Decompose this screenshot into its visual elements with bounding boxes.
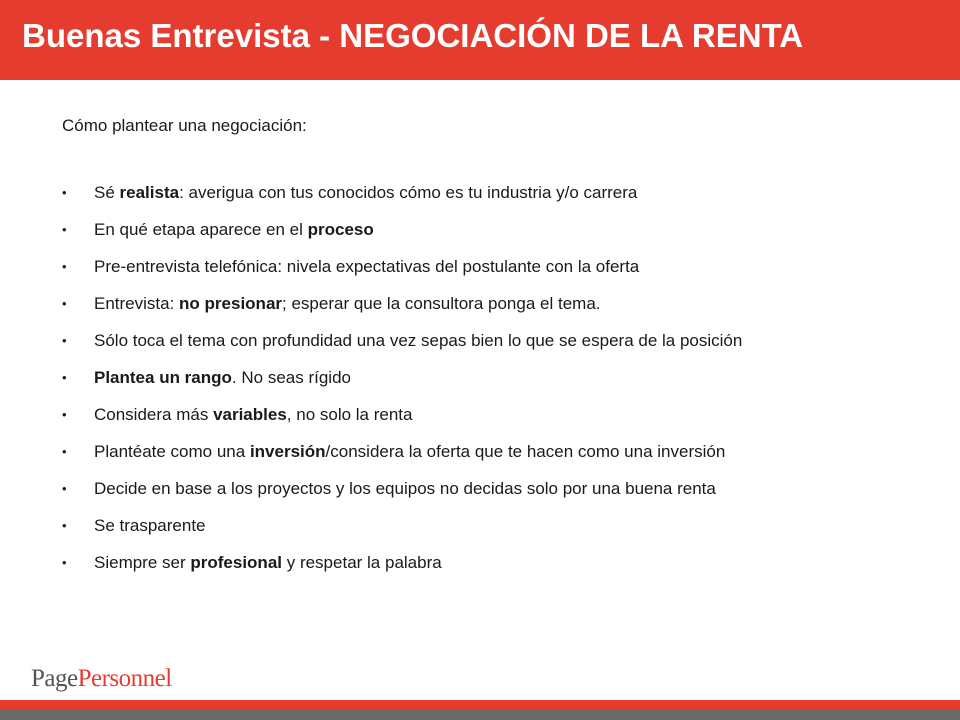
bullet-bold-text: proceso bbox=[307, 220, 374, 239]
bullet-dot-icon: • bbox=[62, 333, 67, 348]
bullet-text: Se trasparente bbox=[94, 516, 206, 535]
bullet-dot-icon: • bbox=[62, 518, 67, 533]
bullet-text: Pre-entrevista telefónica: nivela expectativas del postulante con la oferta bbox=[94, 257, 640, 276]
bullet-bold-text: profesional bbox=[190, 553, 282, 572]
bullet-text: Decide en base a los proyectos y los equipos no decidas solo por una buena renta bbox=[94, 479, 716, 498]
bullet-dot-icon: • bbox=[62, 296, 67, 311]
bullet-text: Plantéate como una bbox=[94, 442, 250, 461]
bullet-text: : averigua con tus conocidos cómo es tu industria y/o carrera bbox=[179, 183, 638, 202]
bullet-list bbox=[62, 181, 902, 588]
bullet-text: En qué etapa aparece en el bbox=[94, 220, 308, 239]
bullet-bold-text: no presionar bbox=[179, 294, 283, 313]
bullet-item bbox=[62, 477, 902, 501]
bullet-text: Siempre ser bbox=[94, 553, 191, 572]
bullet-text: . No seas rígido bbox=[231, 368, 351, 387]
bullet-bold-text: inversión bbox=[249, 442, 326, 461]
page-title: Buenas Entrevista - NEGOCIACIÓN DE LA RENTA bbox=[22, 17, 804, 54]
bullet-dot-icon: • bbox=[62, 370, 67, 385]
bullet-bold-text: realista bbox=[119, 183, 180, 202]
bullet-item bbox=[62, 514, 902, 538]
bullet-item bbox=[62, 551, 902, 575]
bullet-text: Entrevista: bbox=[94, 294, 180, 313]
logo-personnel-text: Personnel bbox=[77, 665, 172, 692]
footer-gray-bar bbox=[0, 709, 960, 720]
bullet-item bbox=[62, 403, 902, 427]
bullet-item bbox=[62, 329, 902, 353]
bullet-dot-icon: • bbox=[62, 555, 67, 570]
bullet-dot-icon: • bbox=[62, 444, 67, 459]
bullet-bold-text: variables bbox=[213, 405, 287, 424]
logo-page-text: Page bbox=[31, 665, 78, 692]
bullet-item bbox=[62, 181, 902, 205]
bullet-dot-icon: • bbox=[62, 222, 67, 237]
bullet-dot-icon: • bbox=[62, 407, 67, 422]
bullet-bold-text: Plantea un rango bbox=[94, 368, 232, 387]
bullet-text: , no solo la renta bbox=[286, 405, 413, 424]
bullet-item bbox=[62, 366, 902, 390]
bullet-item bbox=[62, 292, 902, 316]
title-bar bbox=[0, 0, 960, 80]
bullet-text: y respetar la palabra bbox=[282, 553, 442, 572]
page-personnel-logo bbox=[31, 665, 172, 693]
bullet-item bbox=[62, 440, 902, 464]
intro-text: Cómo plantear una negociación: bbox=[62, 116, 307, 135]
bullet-text: ; esperar que la consultora ponga el tema. bbox=[282, 294, 601, 313]
bullet-dot-icon: • bbox=[62, 185, 67, 200]
bullet-text: Sólo toca el tema con profundidad una vez sepas bien lo que se espera de la posición bbox=[94, 331, 743, 350]
bullet-item bbox=[62, 255, 902, 279]
bullet-dot-icon: • bbox=[62, 481, 67, 496]
bullet-item bbox=[62, 218, 902, 242]
bullet-text: Considera más bbox=[94, 405, 214, 424]
bullet-dot-icon: • bbox=[62, 259, 67, 274]
footer-red-bar bbox=[0, 700, 960, 709]
bullet-text: Sé bbox=[94, 183, 120, 202]
bullet-text: /considera la oferta que te hacen como una inversión bbox=[325, 442, 726, 461]
